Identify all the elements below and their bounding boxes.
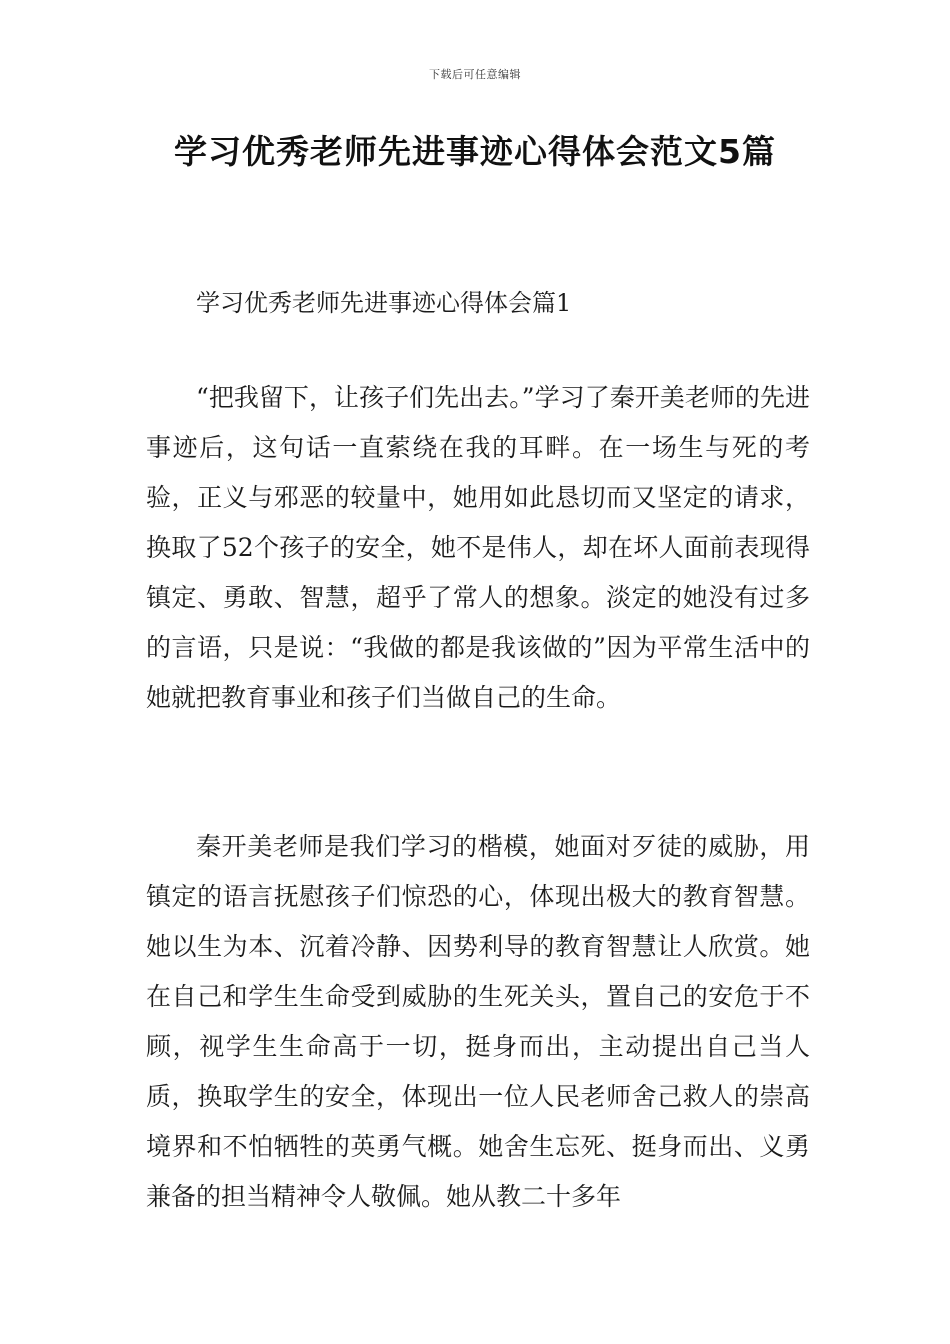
- section-heading: 学习优秀老师先进事迹心得体会篇1: [196, 289, 572, 317]
- header-note: 下载后可任意编辑: [429, 68, 521, 81]
- document-title: 学习优秀老师先进事迹心得体会范文5篇: [174, 132, 776, 171]
- body-paragraph-2: 秦开美老师是我们学习的楷模，她面对歹徒的威胁，用镇定的语言抚慰孩子们惊恐的心，体现出极大的教育智慧。她以生为本、沉着冷静、因势利导的教育智慧让人欣赏。她在自己和学生生命受到威胁的生死关头，置自己的安危于不顾，视学生生命高于一切，挺身而出，主动提出自己当人质，换取学生的安全，体现出一位人民老师舍己救人的崇高境界和不怕牺牲的英勇气概。她舍生忘死、挺身而出、义勇兼备的担当精神令人敬佩。她从教二十多年: [146, 832, 810, 1211]
- body-paragraph-1: “把我留下，让孩子们先出去。”学习了秦开美老师的先进事迹后，这句话一直萦绕在我的耳畔。在一场生与死的考验，正义与邪恶的较量中，她用如此恳切而又坚定的请求，换取了52个孩子的安全，她不是伟人，却在坏人面前表现得镇定、勇敢、智慧，超乎了常人的想象。淡定的她没有过多的言语，只是说：“我做的都是我该做的”因为平常生活中的她就把教育事业和孩子们当做自己的生命。: [146, 383, 810, 712]
